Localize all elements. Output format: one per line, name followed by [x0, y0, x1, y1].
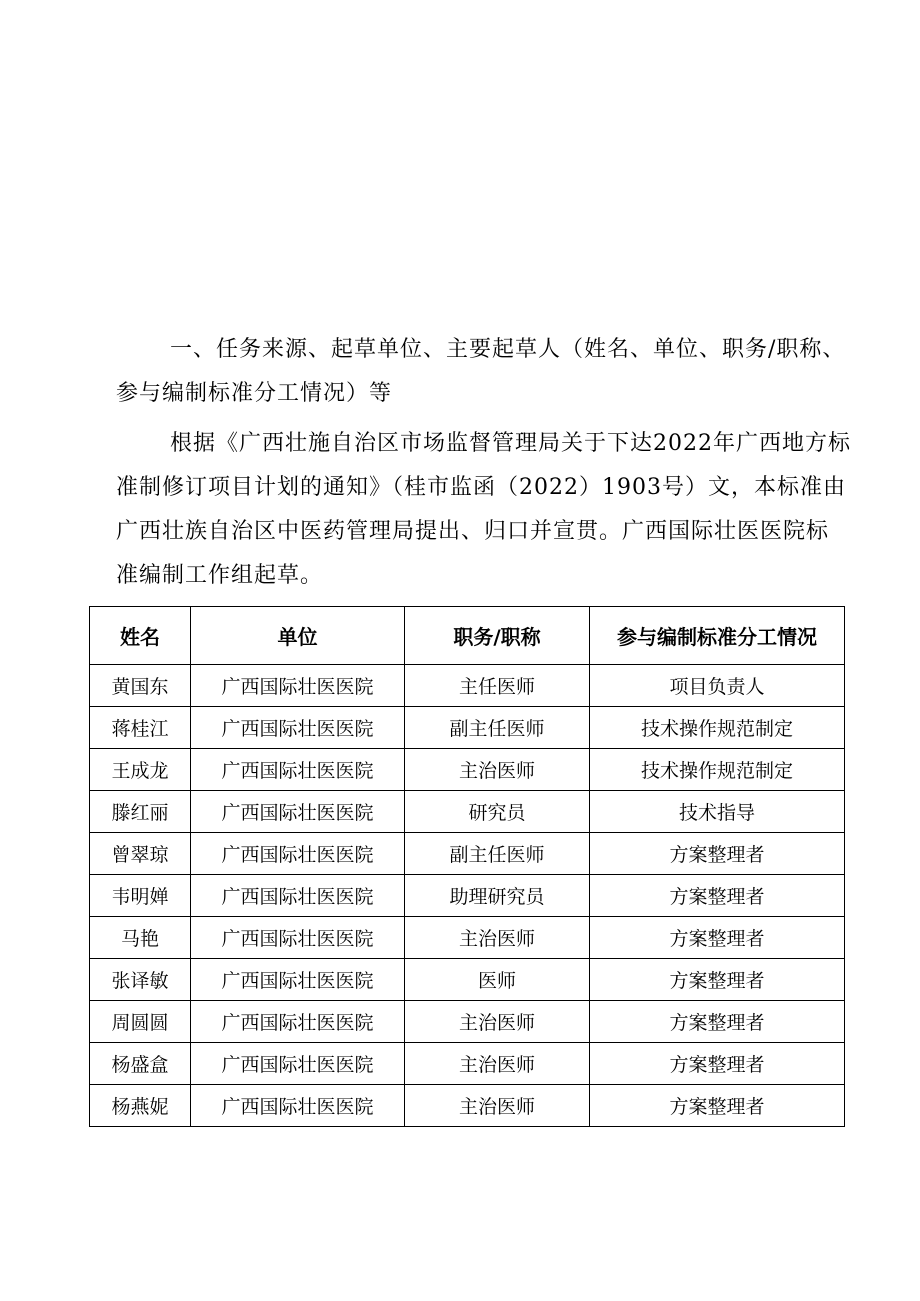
cell-division: 方案整理者: [590, 875, 845, 917]
cell-unit: 广西国际壮医医院: [191, 791, 405, 833]
cell-title: 助理研究员: [405, 875, 590, 917]
table-row: [90, 1001, 845, 1043]
cell-title: 主治医师: [405, 1001, 590, 1043]
cell-unit: 广西国际壮医医院: [191, 1043, 405, 1085]
body-line-4: 准编制工作组起草。: [116, 563, 324, 588]
cell-title: 副主任医师: [405, 707, 590, 749]
cell-unit: 广西国际壮医医院: [191, 665, 405, 707]
header-division: 参与编制标准分工情况: [590, 607, 845, 665]
cell-division: 方案整理者: [590, 1043, 845, 1085]
header-name: 姓名: [90, 607, 191, 665]
cell-name: 曾翠琼: [90, 833, 191, 875]
cell-division: 方案整理者: [590, 833, 845, 875]
table-row: [90, 917, 845, 959]
cell-title: 副主任医师: [405, 833, 590, 875]
cell-division: 方案整理者: [590, 1001, 845, 1043]
cell-name: 杨盛盒: [90, 1043, 191, 1085]
body-line-3: 广西壮族自治区中医药管理局提出、归口并宣贯。广西国际壮医医院标: [116, 519, 830, 544]
cell-title: 研究员: [405, 791, 590, 833]
table-row: [90, 665, 845, 707]
table-row: [90, 833, 845, 875]
cell-title: 主任医师: [405, 665, 590, 707]
cell-division: 方案整理者: [590, 1085, 845, 1127]
section-heading: [116, 328, 850, 416]
cell-unit: 广西国际壮医医院: [191, 959, 405, 1001]
cell-name: 马艳: [90, 917, 191, 959]
cell-title: 主治医师: [405, 1043, 590, 1085]
cell-name: 杨燕妮: [90, 1085, 191, 1127]
cell-name: 王成龙: [90, 749, 191, 791]
heading-line-1: 一、任务来源、起草单位、主要起草人（姓名、单位、职务/职称、: [170, 337, 846, 362]
table-row: [90, 959, 845, 1001]
cell-division: 技术指导: [590, 791, 845, 833]
cell-unit: 广西国际壮医医院: [191, 749, 405, 791]
table-row: [90, 1043, 845, 1085]
cell-name: 黄国东: [90, 665, 191, 707]
cell-division: 方案整理者: [590, 959, 845, 1001]
cell-unit: 广西国际壮医医院: [191, 1085, 405, 1127]
cell-division: 技术操作规范制定: [590, 749, 845, 791]
table-row: [90, 791, 845, 833]
cell-name: 滕红丽: [90, 791, 191, 833]
cell-unit: 广西国际壮医医院: [191, 917, 405, 959]
cell-unit: 广西国际壮医医院: [191, 1001, 405, 1043]
cell-name: 蒋桂江: [90, 707, 191, 749]
heading-line-2: 参与编制标准分工情况）等: [116, 381, 393, 406]
cell-title: 医师: [405, 959, 590, 1001]
drafters-table: [89, 606, 845, 1127]
cell-unit: 广西国际壮医医院: [191, 875, 405, 917]
table-row: [90, 1085, 845, 1127]
table-header-row: [90, 607, 845, 665]
header-title: 职务/职称: [405, 607, 590, 665]
body-line-2: 准制修订项目计划的通知》（桂市监函（2022）1903号）文，本标准由: [116, 475, 846, 500]
cell-division: 方案整理者: [590, 917, 845, 959]
cell-name: 张译敏: [90, 959, 191, 1001]
body-line-1: 根据《广西壮施自治区市场监督管理局关于下达2022年广西地方标: [170, 431, 851, 456]
cell-title: 主治医师: [405, 917, 590, 959]
cell-division: 技术操作规范制定: [590, 707, 845, 749]
body-paragraph: [116, 422, 850, 598]
table-row: [90, 707, 845, 749]
table-row: [90, 749, 845, 791]
cell-name: 韦明婵: [90, 875, 191, 917]
cell-name: 周圆圆: [90, 1001, 191, 1043]
header-unit: 单位: [191, 607, 405, 665]
table-row: [90, 875, 845, 917]
cell-title: 主治医师: [405, 749, 590, 791]
cell-division: 项目负责人: [590, 665, 845, 707]
cell-title: 主治医师: [405, 1085, 590, 1127]
cell-unit: 广西国际壮医医院: [191, 707, 405, 749]
cell-unit: 广西国际壮医医院: [191, 833, 405, 875]
